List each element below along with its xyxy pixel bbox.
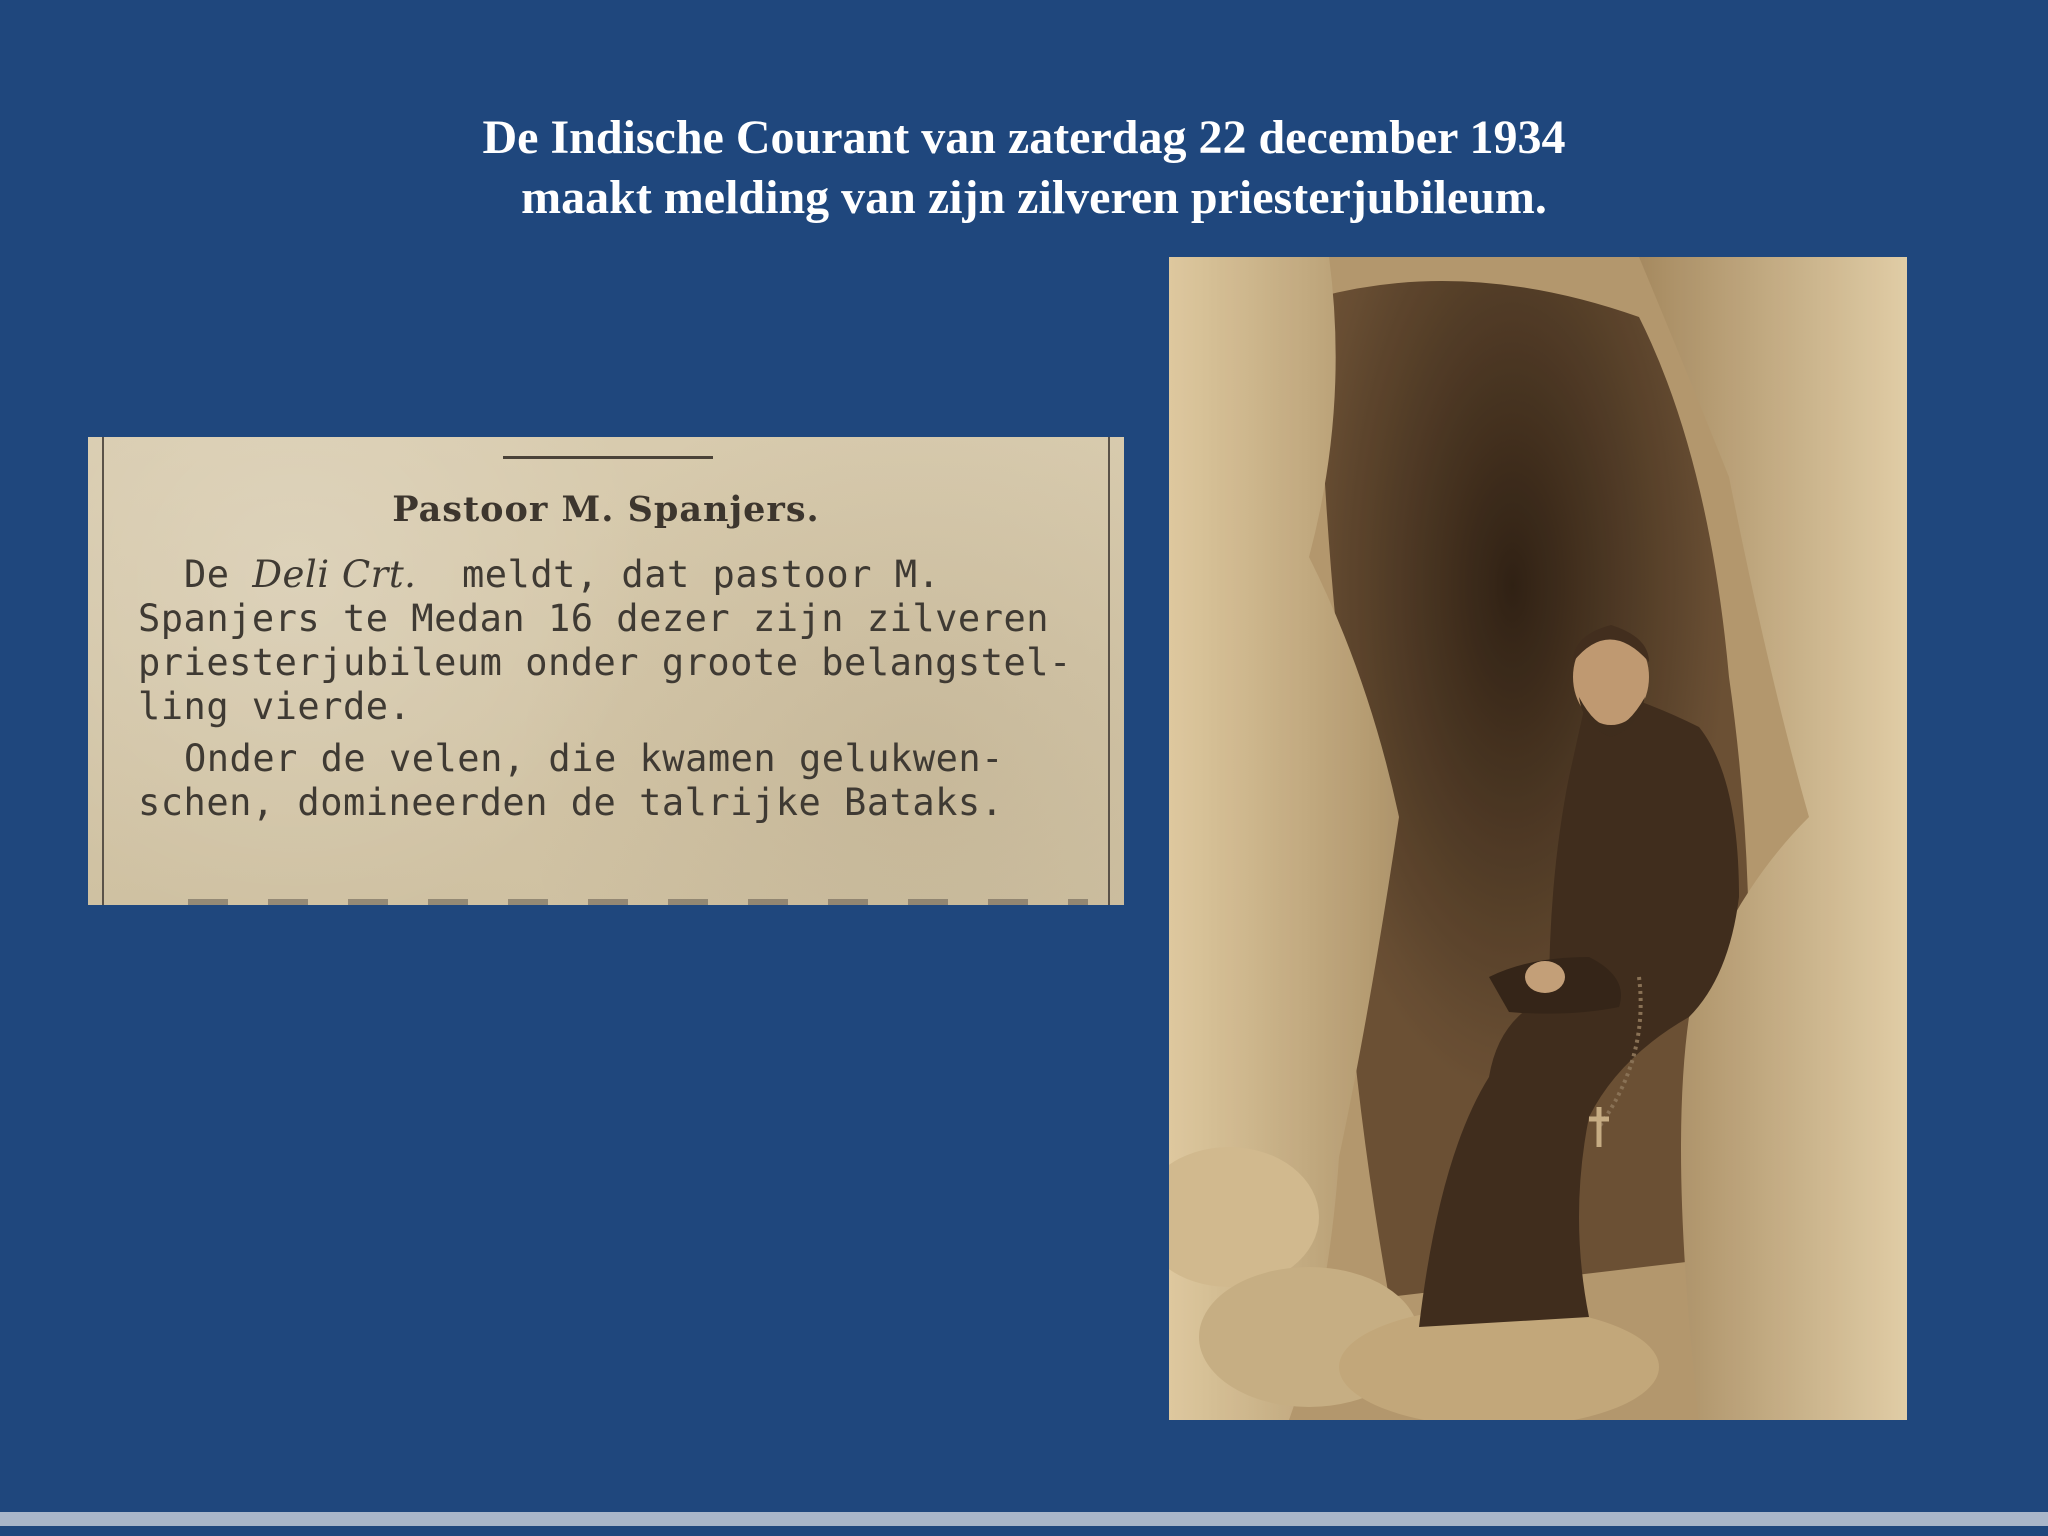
clipping-paragraph-2 [138,737,1088,825]
clipping-headline: Pastoor M. Spanjers. [392,489,820,530]
clipping-text: meldt, dat pastoor M. [416,553,941,596]
slide-title-line-1: De Indische Courant van zaterdag 22 december 1934 [482,111,1566,164]
clipping-separator-rule [503,456,713,459]
clipping-line: Onder de velen, die kwamen gelukwen- [184,737,1004,780]
photo-illustration [1169,257,1907,1420]
clipping-line: Spanjers te Medan 16 dezer zijn zilveren [138,597,1050,640]
clipping-text: De [184,553,253,596]
clipping-cut-off-text [188,899,1088,905]
priest-photo [1169,257,1907,1420]
bottom-bar [0,1512,2048,1526]
clipping-line [138,553,1088,597]
slide-title-line-2: maakt melding van zijn zilveren priesterjubileum. [521,171,1547,224]
clipping-line: ling vierde. [138,685,412,728]
newspaper-clipping [88,437,1124,905]
clipping-line: schen, domineerden de talrijke Bataks. [138,781,1004,824]
clipping-body [138,553,1088,825]
clipping-paragraph-1 [138,553,1088,729]
slide-title [0,108,2048,228]
clipping-line: priesterjubileum onder groote belangstel- [138,641,1072,684]
newspaper-name: Deli Crt. [252,553,417,596]
